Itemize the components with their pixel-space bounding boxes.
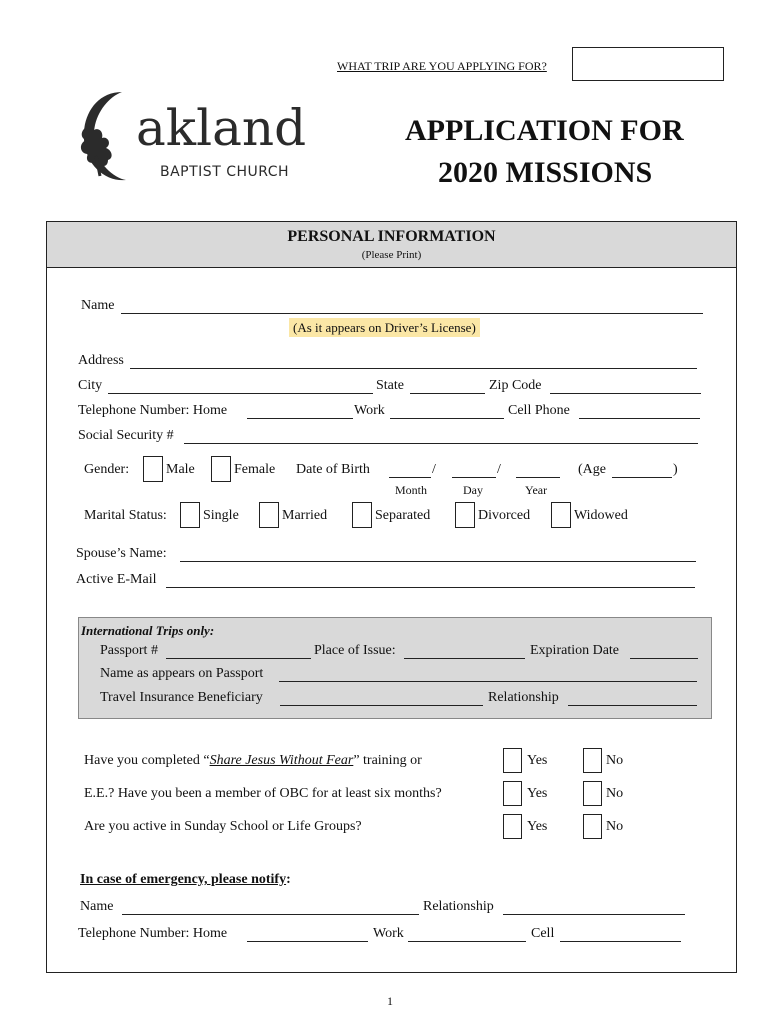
marital-married-label: Married bbox=[282, 508, 328, 523]
emergency-name-label: Name bbox=[80, 899, 114, 914]
emergency-cell-field[interactable] bbox=[560, 941, 681, 942]
emergency-work-field[interactable] bbox=[408, 941, 526, 942]
marital-married-checkbox[interactable] bbox=[259, 502, 279, 528]
emergency-cell-label: Cell bbox=[531, 926, 555, 941]
section-subtitle: (Please Print) bbox=[361, 249, 422, 261]
emergency-relationship-label: Relationship bbox=[423, 899, 494, 914]
page-title-line2: 2020 MISSIONS bbox=[438, 156, 653, 189]
age-field[interactable] bbox=[612, 477, 672, 478]
state-label: State bbox=[376, 378, 404, 393]
cell-phone-label: Cell Phone bbox=[508, 403, 570, 418]
church-logo bbox=[74, 86, 334, 186]
q2-yes-label: Yes bbox=[527, 786, 548, 801]
age-close-label: ) bbox=[673, 462, 678, 477]
intl-relationship-label: Relationship bbox=[488, 690, 559, 705]
cell-phone-field[interactable] bbox=[579, 418, 700, 419]
q1-yes-checkbox[interactable] bbox=[503, 748, 522, 773]
q1-no-label: No bbox=[606, 753, 624, 768]
name-field[interactable] bbox=[121, 313, 703, 314]
ssn-field[interactable] bbox=[184, 443, 698, 444]
q2-no-checkbox[interactable] bbox=[583, 781, 602, 806]
emergency-title: In case of emergency, please notify: bbox=[80, 872, 291, 887]
question-3: Are you active in Sunday School or Life Groups? bbox=[84, 819, 362, 834]
marital-widowed-label: Widowed bbox=[574, 508, 628, 523]
q3-yes-label: Yes bbox=[527, 819, 548, 834]
name-note: (As it appears on Driver’s License) bbox=[289, 320, 480, 336]
passport-field[interactable] bbox=[166, 658, 311, 659]
beneficiary-label: Travel Insurance Beneficiary bbox=[100, 690, 263, 705]
expiration-label: Expiration Date bbox=[530, 643, 620, 658]
email-field[interactable] bbox=[166, 587, 695, 588]
intl-relationship-field[interactable] bbox=[568, 705, 697, 706]
trip-prompt: WHAT TRIP ARE YOU APPLYING FOR? bbox=[337, 59, 547, 73]
marital-single-checkbox[interactable] bbox=[180, 502, 200, 528]
work-phone-field[interactable] bbox=[390, 418, 504, 419]
marital-divorced-checkbox[interactable] bbox=[455, 502, 475, 528]
gender-label: Gender: bbox=[84, 462, 130, 477]
zip-label: Zip Code bbox=[489, 378, 542, 393]
marital-separated-label: Separated bbox=[375, 508, 431, 523]
beneficiary-field[interactable] bbox=[280, 705, 483, 706]
q1-yes-label: Yes bbox=[527, 753, 548, 768]
marital-single-label: Single bbox=[203, 508, 239, 523]
q3-no-checkbox[interactable] bbox=[583, 814, 602, 839]
marital-separated-checkbox[interactable] bbox=[352, 502, 372, 528]
emergency-relationship-field[interactable] bbox=[503, 914, 685, 915]
logo-word: akland bbox=[136, 99, 307, 157]
trip-input-box[interactable] bbox=[572, 47, 724, 81]
page-title-line1: APPLICATION FOR bbox=[405, 114, 684, 147]
q2-no-label: No bbox=[606, 786, 624, 801]
emergency-telephone-label: Telephone Number: Home bbox=[78, 926, 228, 941]
oak-leaf-icon bbox=[74, 86, 144, 186]
month-caption: Month bbox=[395, 483, 428, 497]
state-field[interactable] bbox=[410, 393, 485, 394]
name-passport-label: Name as appears on Passport bbox=[100, 666, 264, 681]
ssn-label: Social Security # bbox=[78, 428, 174, 443]
q2-yes-checkbox[interactable] bbox=[503, 781, 522, 806]
female-label: Female bbox=[234, 462, 276, 477]
place-of-issue-label: Place of Issue: bbox=[314, 643, 396, 658]
name-label: Name bbox=[81, 298, 115, 313]
telephone-label: Telephone Number: Home bbox=[78, 403, 228, 418]
city-field[interactable] bbox=[108, 393, 373, 394]
dob-year-field[interactable] bbox=[516, 477, 560, 478]
spouse-field[interactable] bbox=[180, 561, 696, 562]
home-phone-field[interactable] bbox=[247, 418, 353, 419]
expiration-field[interactable] bbox=[630, 658, 698, 659]
address-field[interactable] bbox=[130, 368, 697, 369]
dob-month-field[interactable] bbox=[389, 477, 431, 478]
age-open-label: (Age bbox=[578, 462, 606, 477]
international-title: International Trips only: bbox=[81, 623, 215, 638]
address-label: Address bbox=[78, 353, 124, 368]
male-checkbox[interactable] bbox=[143, 456, 163, 482]
emergency-home-field[interactable] bbox=[247, 941, 368, 942]
section-header bbox=[47, 222, 736, 268]
work-label: Work bbox=[354, 403, 385, 418]
email-label: Active E-Mail bbox=[76, 572, 157, 587]
marital-label: Marital Status: bbox=[84, 508, 167, 523]
section-title: PERSONAL INFORMATION bbox=[287, 228, 496, 245]
question-1: Have you completed “Share Jesus Without Fear” training or bbox=[84, 753, 422, 768]
emergency-work-label: Work bbox=[373, 926, 404, 941]
page-number: 1 bbox=[387, 994, 393, 1008]
day-caption: Day bbox=[463, 483, 483, 497]
passport-label: Passport # bbox=[100, 643, 158, 658]
dob-slash-2: / bbox=[497, 462, 501, 477]
male-label: Male bbox=[166, 462, 195, 477]
name-passport-field[interactable] bbox=[279, 681, 697, 682]
marital-widowed-checkbox[interactable] bbox=[551, 502, 571, 528]
spouse-label: Spouse’s Name: bbox=[76, 546, 167, 561]
logo-subtitle: BAPTIST CHURCH bbox=[160, 164, 290, 180]
marital-divorced-label: Divorced bbox=[478, 508, 531, 523]
q3-yes-checkbox[interactable] bbox=[503, 814, 522, 839]
zip-field[interactable] bbox=[550, 393, 701, 394]
place-of-issue-field[interactable] bbox=[404, 658, 525, 659]
year-caption: Year bbox=[525, 483, 548, 497]
dob-slash-1: / bbox=[432, 462, 436, 477]
question-2: E.E.? Have you been a member of OBC for at least six months? bbox=[84, 786, 442, 801]
female-checkbox[interactable] bbox=[211, 456, 231, 482]
q3-no-label: No bbox=[606, 819, 624, 834]
dob-label: Date of Birth bbox=[296, 462, 370, 477]
emergency-name-field[interactable] bbox=[122, 914, 419, 915]
dob-day-field[interactable] bbox=[452, 477, 496, 478]
city-label: City bbox=[78, 378, 103, 393]
q1-no-checkbox[interactable] bbox=[583, 748, 602, 773]
